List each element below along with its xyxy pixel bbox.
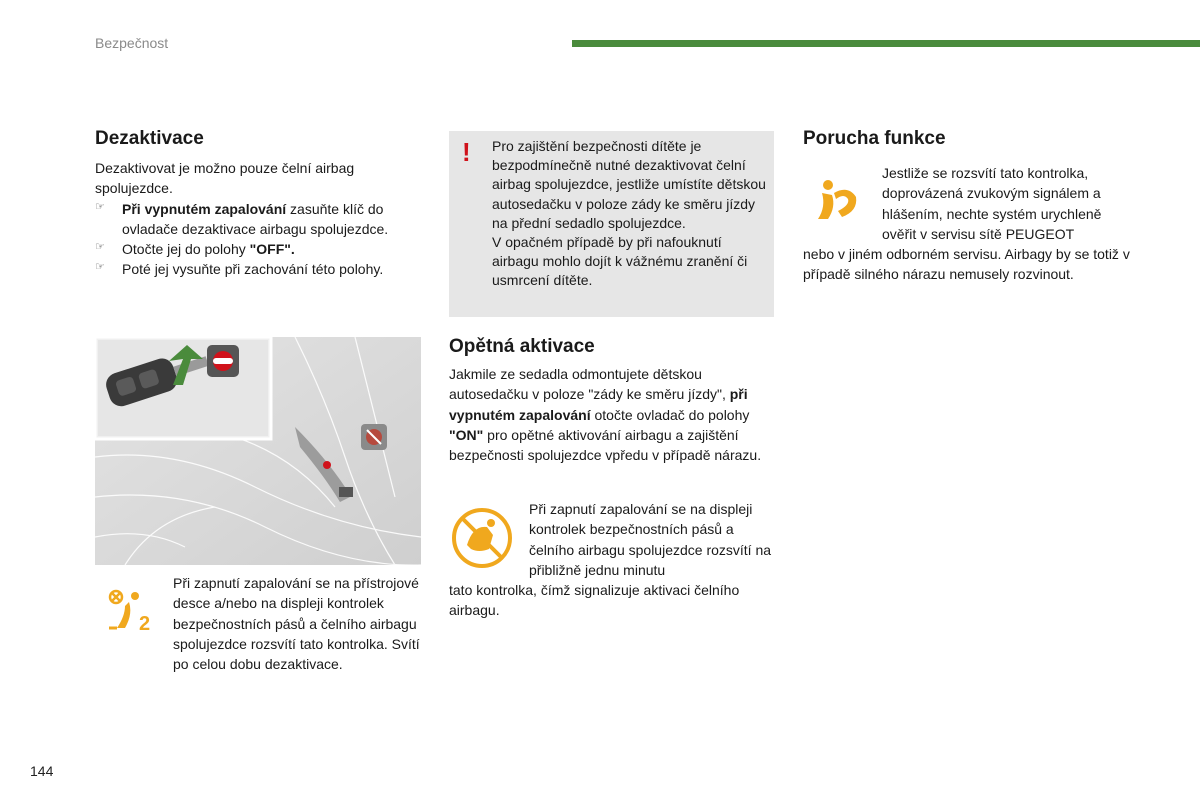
malfunction-text-indented: Jestliže se rozsvítí tato kontrolka, doprovázená zvukovým signálem a hlášením, nechte systém urychleně ověřit v servisu sítě PEUGEOT: [882, 165, 1102, 242]
bullet-2-text: Otočte jej do polohy: [122, 241, 250, 258]
airbag-off-icon: [103, 588, 159, 634]
arrow-hand-icon: ☞: [95, 200, 105, 213]
malfunction-title: Porucha funkce: [803, 128, 946, 149]
deactivation-indicator-text: Při zapnutí zapalování se na přístrojové desce a/nebo na displeji kontrolek bezpečnostních pásů a čelního airbagu spolujezdce rozsvítí tato kontrolka. Svítí po celou dobu dezaktivace.: [173, 575, 420, 673]
deactivation-bullet-2: [95, 239, 425, 259]
deactivation-bullet-3: [95, 259, 425, 279]
child-safety-warning: [449, 131, 774, 317]
header-green-bar: [572, 40, 1200, 47]
key-switch-drawing: [95, 337, 421, 565]
deactivation-body: [95, 158, 425, 280]
reactivation-text-b: otočte ovladač do polohy: [590, 406, 750, 423]
warning-text-1: Pro zajištění bezpečnosti dítěte je bezpodmínečně nutné dezaktivovat čelní airbag spolujezdce, jestliže umístíte dětskou autosedačku v poloze zády ke směru jízdy na přední sedadlo spolujezdce.: [492, 138, 766, 231]
arrow-hand-icon: ☞: [95, 261, 105, 274]
section-label: Bezpečnost: [95, 35, 169, 51]
bullet-1-text: zasuňte klíč do ovladače dezaktivace airbagu spolujezdce.: [122, 200, 389, 237]
arrow-hand-icon: ☞: [95, 241, 105, 254]
airbag-fault-icon: [812, 177, 864, 223]
reactivation-indicator-text-indented: Při zapnutí zapalování se na displeji kontrolek bezpečnostních pásů a čelního airbagu spolujezdce rozsvítí na přibližně jednu minutu: [529, 501, 772, 578]
reactivation-bold-ignition: při vypnutém zapalování: [449, 386, 748, 423]
deactivation-intro: Dezaktivovat je možno pouze čelní airbag spolujezdce.: [95, 160, 355, 197]
svg-text:2: 2: [139, 613, 151, 634]
deactivation-bullet-1: [95, 199, 425, 240]
reactivation-bold-on: "ON": [449, 426, 484, 443]
warning-text-2: V opačném případě by při nafouknutí airbagu mohlo dojít k vážnému zranění či usmrcení dítěte.: [492, 234, 748, 289]
child-seat-airbag-icon: [449, 505, 515, 571]
reactivation-paragraph: [449, 364, 771, 465]
reactivation-text-c: pro opětné aktivování airbagu a zajištění bezpečnosti spolujezdce vpředu v případě nárazu.: [449, 426, 762, 464]
bullet-1-bold: Při vypnutém zapalování: [122, 200, 287, 217]
reactivation-title: Opětná aktivace: [449, 336, 595, 357]
bullet-2-bold: "OFF".: [249, 241, 295, 258]
bullet-3-text: Poté jej vysuňte při zachování této polohy.: [122, 261, 384, 278]
page-number: 144: [30, 763, 54, 779]
reactivation-indicator-text-full: tato kontrolka, čímž signalizuje aktivaci čelního airbagu.: [449, 582, 740, 619]
malfunction-text-full: nebo v jiném odborném servisu. Airbagy by se totiž v případě silného nárazu nemusely rozvinout.: [803, 246, 1130, 283]
reactivation-text-a: Jakmile ze sedadla odmontujete dětskou autosedačku v poloze "zády ke směru jízdy",: [449, 366, 730, 403]
exclamation-icon: !: [462, 137, 471, 167]
deactivation-title: Dezaktivace: [95, 128, 204, 149]
key-switch-illustration: [95, 337, 421, 565]
